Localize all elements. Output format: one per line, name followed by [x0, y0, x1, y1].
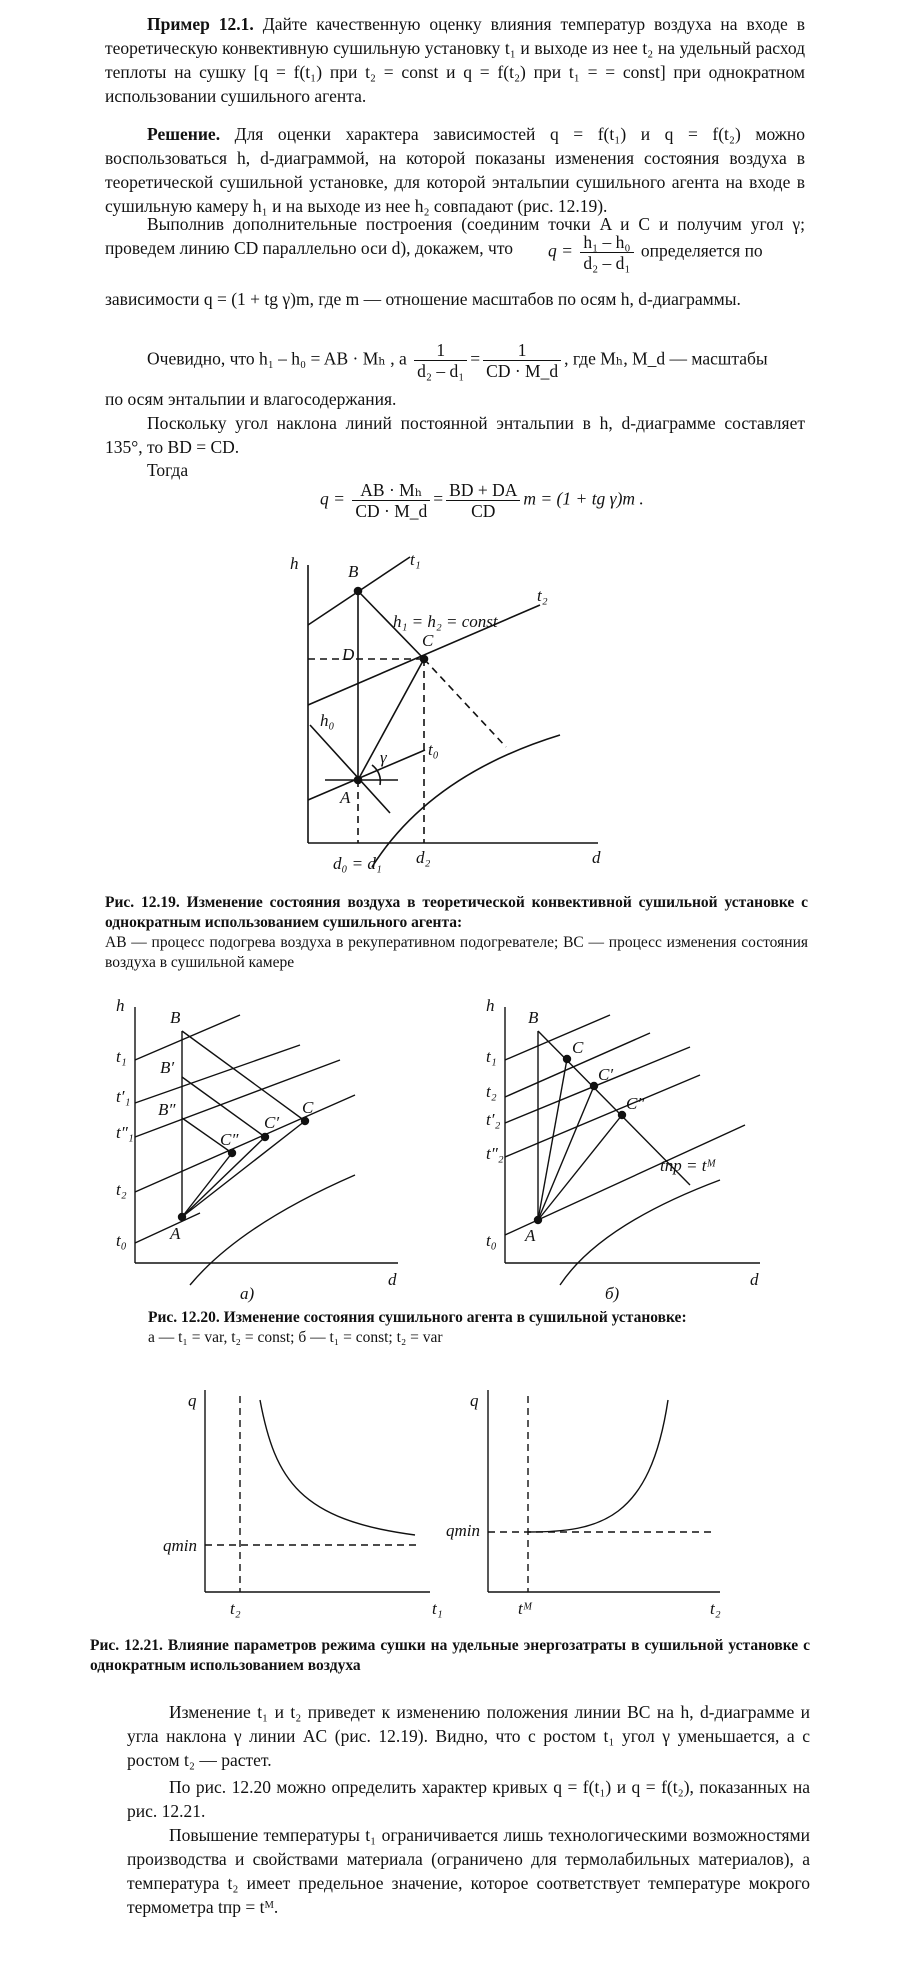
fig19-label-B: B — [348, 562, 359, 581]
fig19-label-h1h2: h₁ = h₂ = const — [393, 612, 498, 631]
fig21l-label-t2: t₂ — [230, 1599, 241, 1618]
para5 — [127, 1700, 810, 1772]
fig21-caption-bold: Рис. 12.21. Влияние параметров режима сушки на удельные энергозатраты в сушильной установке с однократным использованием воздуха — [90, 1637, 810, 1674]
fig20-caption — [148, 1308, 788, 1348]
para2-fraction — [580, 232, 633, 273]
para3-fraction-2 — [483, 340, 561, 381]
eq-tail: m = (1 + tg γ)m . — [523, 488, 644, 509]
fig19-gamma-arc — [372, 765, 380, 785]
fig20a-AC2 — [182, 1153, 232, 1217]
para6-text: По рис. 12.20 можно определить характер кривых q = f(t₁) и q = f(t₂), показанных на рис. 12.21. — [127, 1777, 810, 1821]
para3-f2-num: 1 — [483, 340, 561, 361]
eq-fraction-2 — [446, 480, 520, 521]
fig20b-label-t1: t₁ — [486, 1047, 497, 1066]
para3-fraction-1 — [414, 340, 467, 381]
solution-paragraph — [105, 122, 805, 218]
fig20b-label-t2p: t′₂ — [486, 1110, 501, 1129]
fig21r-label-t2: t₂ — [710, 1599, 721, 1618]
fig20a-BC — [182, 1031, 305, 1121]
fig20a-label-C2: C″ — [220, 1130, 239, 1149]
fig20a-label-d: d — [388, 1270, 397, 1289]
fig20a-label-C: C — [302, 1098, 314, 1117]
fig20b-label-B: B — [528, 1008, 539, 1027]
para2-frac-den: d₂ – d₁ — [583, 253, 631, 273]
fig20a-label-t1p: t′₁ — [116, 1087, 131, 1106]
fig20b-label-t2pp: t″₂ — [486, 1144, 504, 1163]
example-text: Дайте качественную оценку влияния температур воздуха на входе в теоретическую конвективную сушильную установку t₁ и выходе из нее t₂ на удельный расход теплоты на сушку [q = f(t₁) при t₂ = const и q = f(t₂) при t₁ = = const] при однократном использовании сушильного агента. — [105, 14, 805, 106]
fig20a-label-t0: t₀ — [116, 1231, 127, 1250]
fig20a-label-B2: B″ — [158, 1100, 176, 1119]
eq-f1-num: AB · Mₕ — [352, 480, 430, 501]
eq-f2-num: BD + DA — [446, 480, 520, 501]
eq-fraction-1 — [352, 480, 430, 521]
fig20b-point-A — [535, 1217, 542, 1224]
para2-text-b: определяется по — [640, 240, 763, 261]
fig19-label-gamma: γ — [380, 748, 387, 767]
fig19-label-d2: d₂ — [416, 848, 431, 867]
para2-formula-line — [548, 232, 763, 273]
fig20a-B1C1 — [182, 1077, 265, 1137]
fig20b-AC2 — [538, 1115, 622, 1220]
fig19-label-A: A — [340, 788, 351, 807]
fig19-label-t1: t₁ — [410, 550, 421, 569]
fig20a-subfig-label: а) — [240, 1284, 255, 1303]
fig21-left — [163, 1390, 443, 1618]
fig20a-label-B1: B′ — [160, 1058, 175, 1077]
fig20-caption-text: а — t₁ = var, t₂ = const; б — t₁ = const; t₂ = var — [148, 1329, 443, 1346]
para7-text: Повышение температуры t₁ ограничивается лишь технологическими возможностями производства и свойствами материала (ограничено для термолабильных материалов), а температура t₂ имеет предельное значение, которое соответствует температуре мокрого термометра tпр = tᴹ. — [127, 1825, 810, 1917]
fig20a-label-A: A — [170, 1224, 181, 1243]
para3-line2 — [105, 387, 805, 411]
fig21r-curve — [528, 1400, 668, 1532]
para2-frac-num: h₁ – h₀ — [580, 232, 633, 253]
solution-label: Решение. — [147, 124, 221, 144]
fig20a-label-t2: t₂ — [116, 1180, 127, 1199]
example-label: Пример 12.1. — [147, 14, 254, 34]
fig20a-label-t1pp: t″₁ — [116, 1123, 134, 1142]
fig19-AC — [358, 659, 424, 780]
fig19-label-t2: t₂ — [537, 586, 548, 605]
fig20b-AC — [538, 1059, 567, 1220]
fig19-label-D: D — [342, 645, 355, 664]
figure-12-19 — [0, 545, 912, 885]
fig20a-label-C1: C′ — [264, 1113, 280, 1132]
fig20b-label-h: h — [486, 996, 495, 1015]
fig21r-label-qmin: qmin — [446, 1521, 480, 1540]
then-line — [147, 458, 447, 482]
fig19-label-d0d1: d₀ = d₁ — [333, 854, 382, 873]
para2-text-c: зависимости q = (1 + tg γ)m, где m — отношение масштабов по осям h, d-диаграммы. — [105, 289, 741, 309]
para3-text-c: по осям энтальпии и влагосодержания. — [105, 389, 397, 409]
figure-12-20 — [0, 985, 912, 1305]
fig19-label-h: h — [290, 554, 299, 573]
fig20b-label-tpr: tпр = tᴹ — [660, 1156, 717, 1175]
fig20a-AC1 — [182, 1137, 265, 1217]
para3-f2-den: CD · M_d — [486, 361, 559, 381]
fig20b-label-t0: t₀ — [486, 1231, 497, 1250]
fig19-label-d: d — [592, 848, 601, 867]
para6 — [127, 1775, 810, 1823]
fig19-caption-bold: Рис. 12.19. Изменение состояния воздуха в теоретической конвективной сушильной установке с однократным использованием сушильного агента: — [105, 894, 808, 931]
figure-12-21 — [0, 1370, 912, 1630]
para3-f1-den: d₂ – d₁ — [417, 361, 465, 381]
fig19-saturation-curve — [372, 735, 560, 867]
fig20a-label-B: B — [170, 1008, 181, 1027]
fig20b — [486, 996, 760, 1303]
fig21l-label-qmin: qmin — [163, 1536, 197, 1555]
para4-text: Поскольку угол наклона линий постоянной энтальпии в h, d-диаграмме составляет 135°, то BD = CD. — [105, 413, 805, 457]
para2-text-a: Выполнив дополнительные построения (соединим точки A и C и получим угол γ; проведем линию CD параллельно оси d), докажем, что — [105, 214, 805, 258]
fig19-label-h0: h₀ — [320, 711, 335, 730]
para5-text: Изменение t₁ и t₂ приведет к изменению положения линии BC на h, d-диаграмме и угла наклона γ линии AC (рис. 12.19). Видно, что с ростом t₁ угол γ уменьшается, а с ростом t₂ — растет. — [127, 1702, 810, 1770]
fig20a-label-h: h — [116, 996, 125, 1015]
fig21-right — [446, 1390, 721, 1618]
fig20b-point-C1 — [591, 1083, 598, 1090]
fig20b-saturation-curve — [560, 1180, 720, 1285]
fig19-point-C — [421, 656, 428, 663]
para3-line1: Очевидно, что h₁ – h₀ = AB · Mₕ , а $\frac{1}{\text{d₂ – d₁}}$ = $\frac{1}{CD \cdot M\_d}$ , где Mₕ, M_d — масштабы — [147, 340, 768, 381]
fig20a-point-C — [302, 1118, 309, 1125]
fig20b-label-C2: C″ — [626, 1094, 645, 1113]
fig19-t0-line — [308, 750, 425, 800]
main-equation: q = $\frac{\text{AB · Mₕ}}{CD \cdot M\_d}$ = $\frac{BD + DA}{CD}$ m = (1 + tg γ)m . — [320, 480, 644, 521]
fig20a — [116, 996, 398, 1303]
eq-f1-den: CD · M_d — [355, 501, 428, 521]
fig21r-label-q: q — [470, 1391, 479, 1410]
fig21r-label-tm: tᴹ — [518, 1599, 533, 1618]
fig20b-label-C: C — [572, 1038, 584, 1057]
fig20b-label-A: A — [525, 1226, 536, 1245]
eq-q: q = — [320, 488, 345, 509]
fig19-C-diagonal — [424, 659, 506, 747]
solution-text: Для оценки характера зависимостей q = f(t₁) и q = f(t₂) можно воспользоваться h, d-диаграммой, на которой показаны изменения состояния воздуха в теоретической сушильной установке, для которой энтальпии сушильного агента на входе в сушильную камеру h₁ и на выходе из нее h₂ совпадают (рис. 12.19). — [105, 124, 805, 216]
fig20-caption-bold: Рис. 12.20. Изменение состояния сушильного агента в сушильной установке: — [148, 1309, 687, 1326]
fig21-caption — [90, 1636, 810, 1676]
fig19-point-A — [355, 777, 362, 784]
para4 — [105, 411, 805, 459]
fig19-label-C: C — [422, 631, 434, 650]
fig21l-label-t1: t₁ — [432, 1599, 443, 1618]
para3-text-b: , где Mₕ, M_d — масштабы — [564, 348, 768, 369]
fig20b-t1-line — [505, 1015, 610, 1060]
fig21l-curve — [260, 1400, 415, 1535]
para3-text-a: Очевидно, что h₁ – h₀ = AB · Mₕ , а — [147, 348, 407, 369]
fig20b-point-C — [564, 1056, 571, 1063]
para2-line3 — [105, 287, 805, 311]
fig20a-t0-line — [135, 1213, 200, 1243]
fig19-caption — [105, 893, 808, 973]
para7 — [127, 1823, 810, 1919]
fig20b-t2pp-line — [505, 1075, 700, 1157]
then-word: Тогда — [147, 460, 189, 480]
fig20a-point-C2 — [229, 1150, 236, 1157]
fig21l-label-q: q — [188, 1391, 197, 1410]
eq-f2-den: CD — [471, 501, 496, 521]
fig20b-subfig-label: б) — [605, 1284, 620, 1303]
fig20a-point-A — [179, 1214, 186, 1221]
fig20b-point-C2 — [619, 1112, 626, 1119]
fig20a-AC — [182, 1121, 305, 1217]
fig20b-label-t2: t₂ — [486, 1082, 497, 1101]
fig20b-label-C1: C′ — [598, 1065, 614, 1084]
fig19-label-t0: t₀ — [428, 740, 439, 759]
fig20a-label-t1: t₁ — [116, 1047, 127, 1066]
fig20b-label-d: d — [750, 1270, 759, 1289]
fig20a-point-C1 — [262, 1134, 269, 1141]
example-paragraph — [105, 12, 805, 108]
para2-q: q = — [548, 240, 573, 261]
para3-f1-num: 1 — [414, 340, 467, 361]
fig19-caption-text: AB — процесс подогрева воздуха в рекуперативном подогревателе; BC — процесс изменения состояния воздуха в сушильной камере — [105, 934, 808, 971]
fig20a-t1-line — [135, 1015, 240, 1060]
fig19-point-B — [355, 588, 362, 595]
